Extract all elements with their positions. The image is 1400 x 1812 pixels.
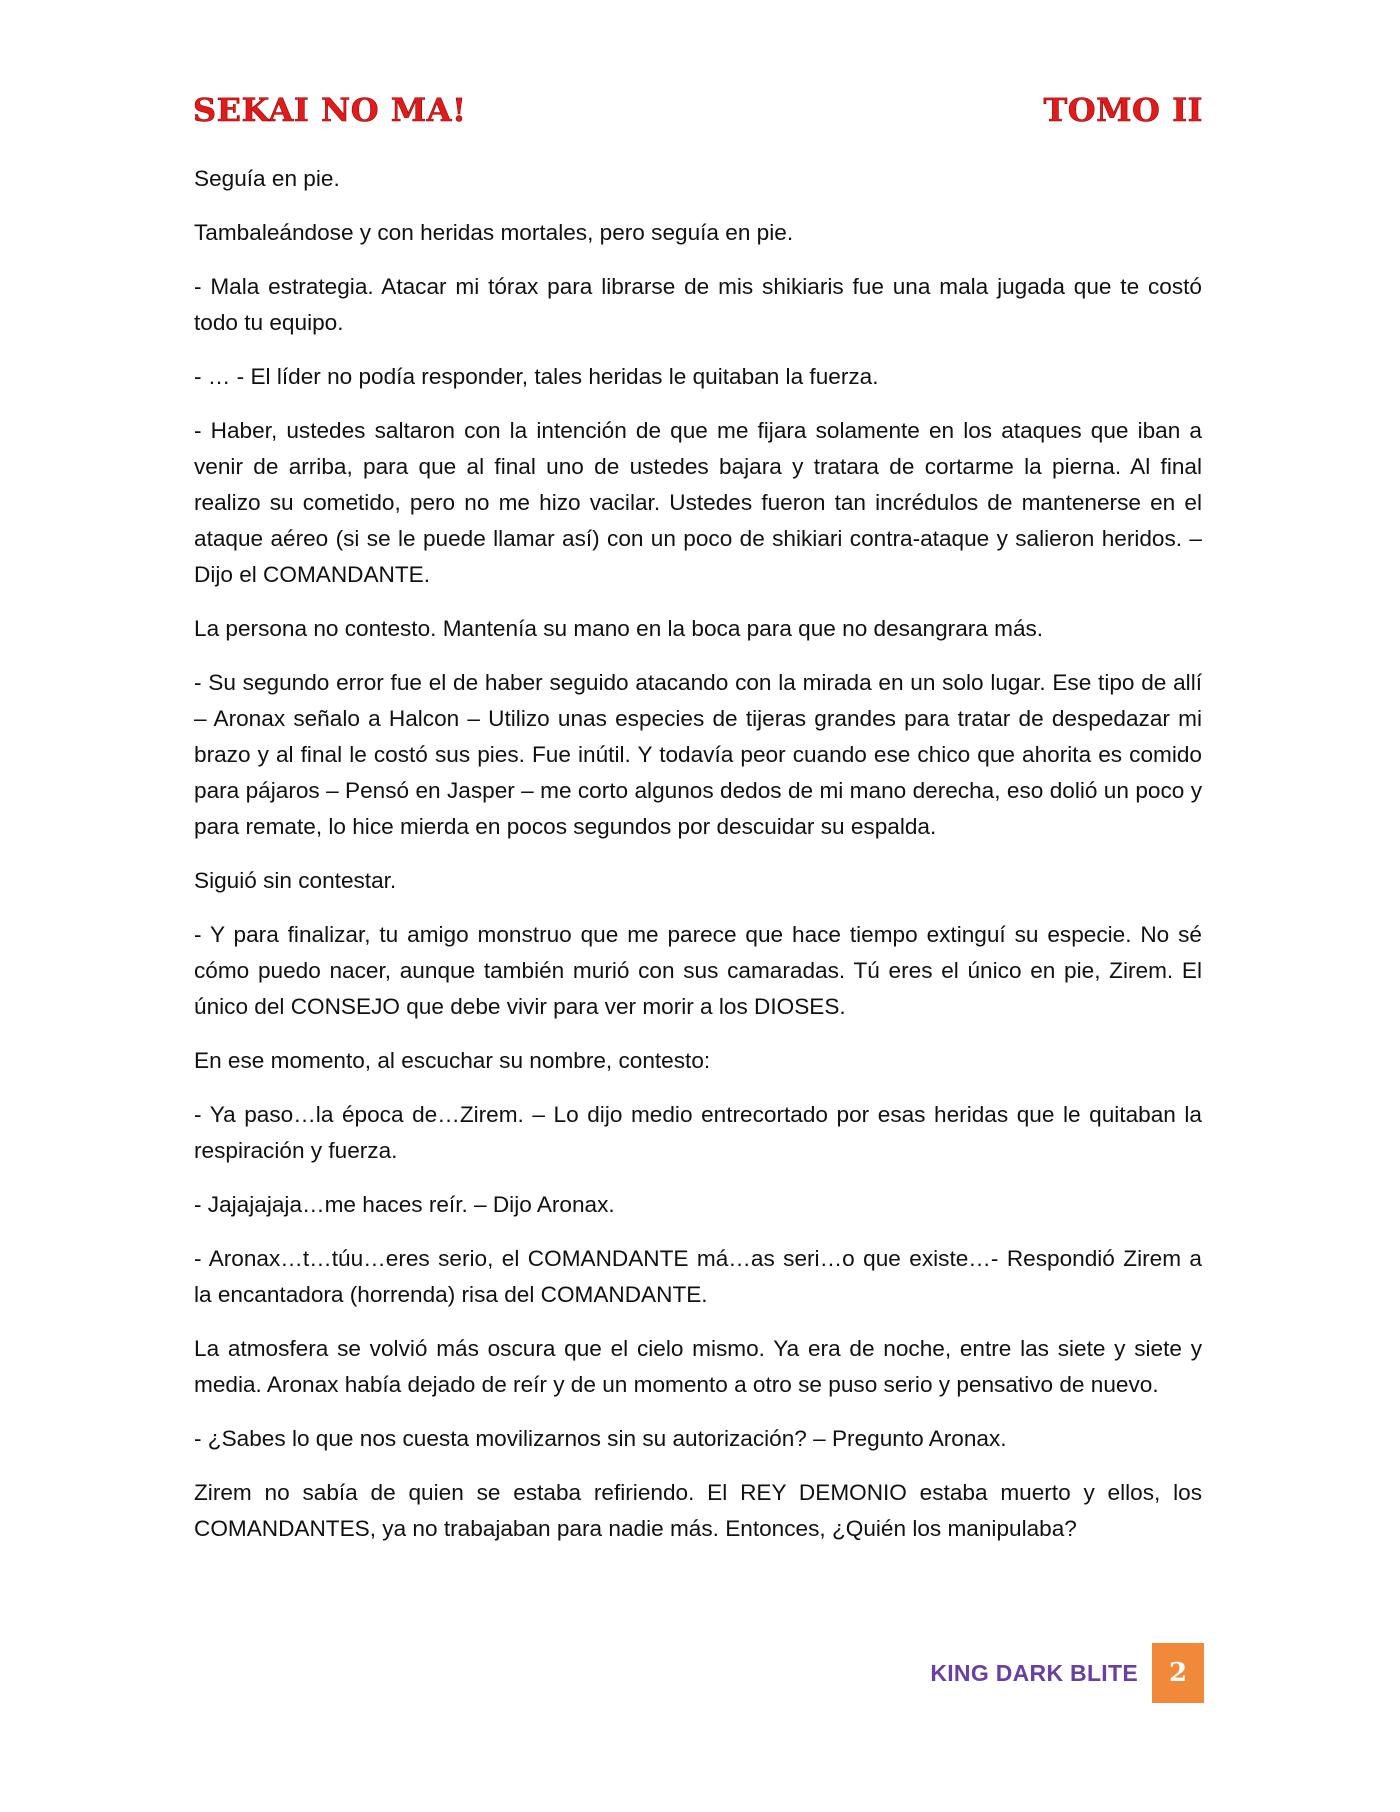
paragraph: - Y para finalizar, tu amigo monstruo que me parece que hace tiempo extinguí su especie. No sé cómo puedo nacer, aunque también murió con sus camaradas. Tú eres el único en pie, Zirem. El único del CONSEJO que debe vivir para ver morir a los DIOSES. bbox=[194, 922, 1202, 1019]
paragraph: En ese momento, al escuchar su nombre, contesto: bbox=[194, 1048, 711, 1073]
paragraph: - Ya paso…la época de…Zirem. – Lo dijo medio entrecortado por esas heridas que le quitaban la respiración y fuerza. bbox=[194, 1102, 1202, 1163]
paragraph: - ¿Sabes lo que nos cuesta movilizarnos sin su autorización? – Pregunto Aronax. bbox=[194, 1426, 1007, 1451]
paragraph: - Haber, ustedes saltaron con la intención de que me fijara solamente en los ataques que iban a venir de arriba, para que al final uno de ustedes bajara y tratara de cortarme la pierna. Al final realizo su cometido, pero no me hizo vacilar. Ustedes fueron tan incrédulos de mantenerse en el ataque aéreo (si se le puede llamar así) con un poco de shikiari contra-ataque y salieron heridos. – Dijo el COMANDANTE. bbox=[194, 418, 1202, 587]
page-footer bbox=[930, 1643, 1204, 1703]
paragraph: - Su segundo error fue el de haber seguido atacando con la mirada en un solo lugar. Ese tipo de allí – Aronax señalo a Halcon – Utilizo unas especies de tijeras grandes para tratar de despedazar mi brazo y al final le costó sus pies. Fue inútil. Y todavía peor cuando ese chico que ahorita es comido para pájaros – Pensó en Jasper – me corto algunos dedos de mi mano derecha, eso dolió un poco y para remate, lo hice mierda en pocos segundos por descuidar su espalda. bbox=[194, 670, 1202, 839]
body-text bbox=[194, 161, 1202, 1565]
paragraph: La persona no contesto. Mantenía su mano en la boca para que no desangrara más. bbox=[194, 616, 1044, 641]
volume-label: TOMO II bbox=[1043, 91, 1203, 129]
author-name: KING DARK BLITE bbox=[930, 1659, 1138, 1686]
paragraph: Tambaleándose y con heridas mortales, pero seguía en pie. bbox=[194, 220, 794, 245]
paragraph: Seguía en pie. bbox=[194, 166, 340, 191]
paragraph: Siguió sin contestar. bbox=[194, 868, 397, 893]
paragraph: - Jajajajaja…me haces reír. – Dijo Aronax. bbox=[194, 1192, 615, 1217]
paragraph: - Mala estrategia. Atacar mi tórax para librarse de mis shikiaris fue una mala jugada que te costó todo tu equipo. bbox=[194, 274, 1202, 335]
paragraph: - … - El líder no podía responder, tales heridas le quitaban la fuerza. bbox=[194, 364, 879, 389]
page-header bbox=[193, 88, 1203, 132]
paragraph: - Aronax…t…túu…eres serio, el COMANDANTE má…as seri…o que existe…- Respondió Zirem a la encantadora (horrenda) risa del COMANDANTE. bbox=[194, 1246, 1202, 1307]
paragraph: Zirem no sabía de quien se estaba refiriendo. El REY DEMONIO estaba muerto y ellos, los COMANDANTES, ya no trabajaban para nadie más. Entonces, ¿Quién los manipulaba? bbox=[194, 1480, 1202, 1541]
paragraph: La atmosfera se volvió más oscura que el cielo mismo. Ya era de noche, entre las siete y siete y media. Aronax había dejado de reír y de un momento a otro se puso serio y pensativo de nuevo. bbox=[194, 1336, 1202, 1397]
page-number-badge: 2 bbox=[1152, 1643, 1204, 1703]
book-title: SEKAI NO MA! bbox=[193, 91, 467, 129]
